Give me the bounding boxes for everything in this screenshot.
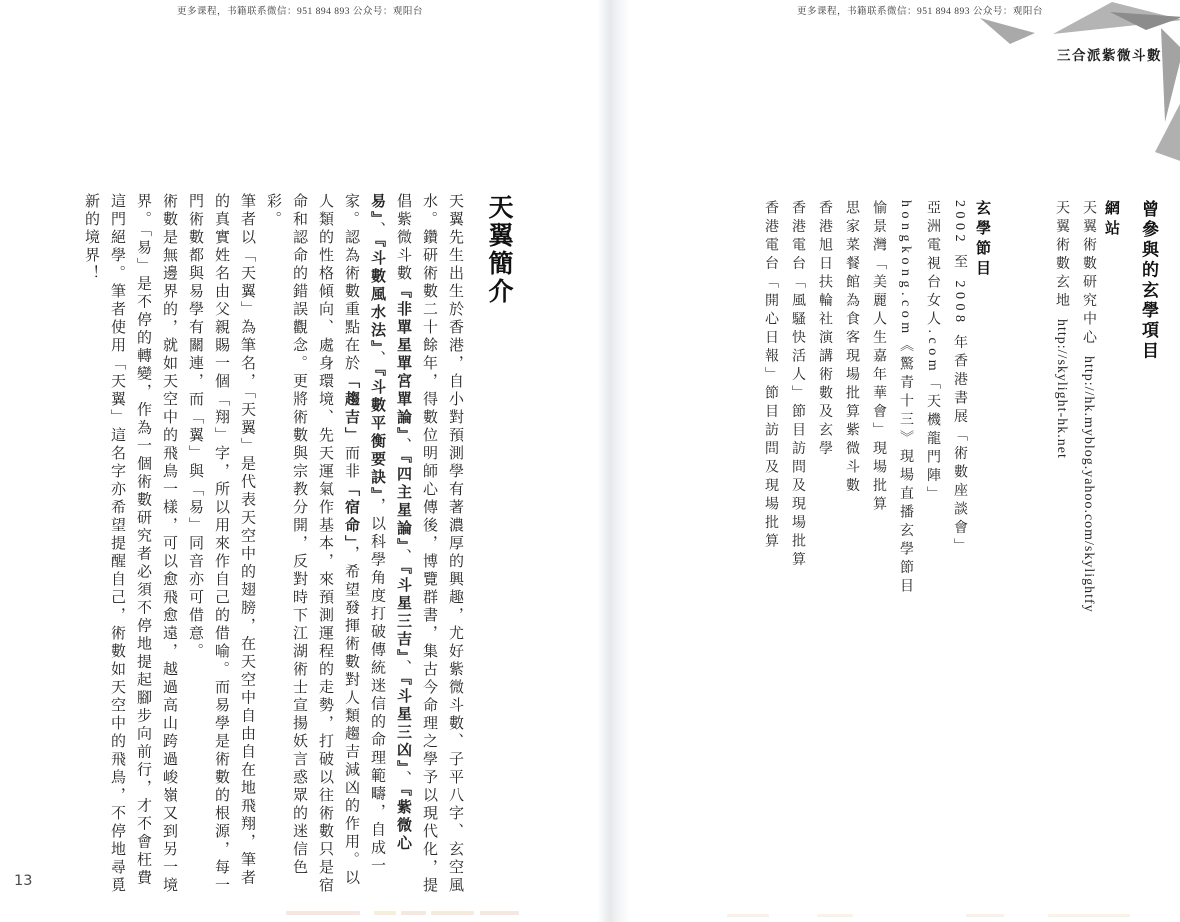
program-item: 香港旭日扶輪社演講術數及玄學 — [817, 200, 832, 459]
chapter-body — [76, 193, 468, 896]
website-label: 天翼術數研究中心 — [1081, 200, 1096, 356]
print-artifact — [966, 914, 1004, 917]
header-note-left: 更多课程，书籍联系微信：951 894 893 公众号：观阳台 — [177, 7, 423, 17]
section-title: 曾參與的玄學項目 — [1139, 200, 1158, 362]
print-artifact — [431, 911, 474, 915]
body-text-run: 、 — [395, 659, 411, 678]
print-artifact — [1048, 914, 1130, 917]
deco-triangle — [1161, 28, 1180, 122]
program-item: 亞洲電視台女人.com「天機龍門陣」 — [925, 200, 940, 505]
series-title: 三合派紫微斗數 — [1057, 48, 1162, 63]
print-artifact — [817, 914, 853, 917]
book-title-emphasis: 『斗數平衡要訣』 — [369, 368, 385, 498]
body-text-run: 、 — [369, 350, 385, 369]
book-title-emphasis: 『斗星三凶』 — [395, 677, 411, 771]
page-number: 13 — [14, 873, 33, 889]
right-page — [728, 200, 1160, 912]
program-item: 愉景灣「美麗人生嘉年華會」現場批算 — [871, 200, 886, 515]
print-artifact — [374, 911, 396, 915]
body-text-run: 而非 — [343, 445, 359, 481]
body-paragraph: 術數是無邊界的，就如天空中的飛鳥一樣，可以愈飛愈遠，越過高山跨過峻嶺又到另一境界。「易」是不停的轉變，作為一個術數研究者必須不停地提起腳步向前行，才不會枉費這門絕學。筆者使用「天翼」這名字亦希望提醒自己，術數如天空中的飛鳥，不停地尋覓新的境界！ — [83, 193, 177, 895]
chapter-title: 天翼簡介 — [485, 194, 512, 306]
book-title-emphasis: 『非單星單宮單論』 — [395, 283, 411, 438]
body-text-run: ，希望發揮術數對人類趨吉減凶的作用。以人類的性格傾向、處身環境、先天運氣作基本，來預測運程的走勢，打破以往術數只是宿命和認命的錯誤觀念。更將術數與宗教分開，反對時下江湖術士宣揚妖言惑眾的迷信色彩。 — [265, 193, 359, 895]
website-item — [1078, 200, 1098, 912]
program-item: 香港電台「開心日報」節目訪問及現場批算 — [763, 200, 778, 552]
website-url: http://skylight-hk.net — [1054, 319, 1069, 459]
print-artifact — [401, 911, 426, 915]
body-text-run: ，以科學角度打破傳統迷信的命理範疇，自成一家。認為術數重點在於 — [343, 193, 385, 876]
website-label: 天翼術數玄地 — [1054, 200, 1069, 319]
program-item: 思家菜餐館為食客現場批算紫微斗數 — [844, 200, 859, 496]
website-item — [1051, 200, 1071, 912]
program-item: hongkong.com《驚青十三》現場直播玄學節目 — [898, 200, 913, 597]
body-paragraph: 筆者以「天翼」為筆名，「天翼」是代表天空中的翅膀，在天空中自由自在地飛翔，筆者的真實姓名由父親賜一個「翔」字，所以用來作自己的借喻。而易學是術數的根源，每一門術數都與易學有關連，而「翼」與「易」同音亦可借意。 — [187, 193, 255, 895]
book-title-emphasis: 『四主星論』 — [395, 455, 411, 549]
program-item: 2002 至 2008 年香港書展「術數座談會」 — [952, 200, 967, 557]
print-artifact — [480, 911, 519, 915]
print-artifact — [727, 914, 769, 917]
book-title-emphasis: 「宿命」 — [343, 481, 359, 546]
body-text-run: 、 — [395, 437, 411, 456]
book-title-emphasis: 「趨吉」 — [343, 373, 359, 445]
body-text-run: 、 — [369, 221, 385, 240]
header-note-right: 更多课程，书籍联系微信：951 894 893 公众号：观阳台 — [797, 7, 1043, 17]
book-title-emphasis: 『紫微心易』 — [369, 193, 411, 853]
print-artifact — [286, 911, 360, 915]
program-item: 香港電台「風騷快活人」節目訪問及現場批算 — [790, 200, 805, 570]
body-text-run: 、 — [395, 548, 411, 567]
deco-triangle — [980, 18, 1035, 44]
body-text-run: 天翼先生出生於香港，自小對預測學有著濃厚的興趣，尤好紫微斗數、子平八字、玄空風水。鑽研術數二十餘年，得數位明師心傳後，博覽群書，集古今命理之學予以現代化，提倡紫微斗數 — [395, 193, 463, 895]
book-title-emphasis: 『斗數風水法』 — [369, 239, 385, 351]
subsection-heading-programs: 玄學節目 — [974, 200, 990, 280]
book-title-emphasis: 『斗星三吉』 — [395, 566, 411, 660]
body-text-run: 、 — [395, 770, 411, 789]
website-url: http://hk.myblog.yahoo.com/skylightfy — [1081, 356, 1096, 613]
body-paragraph — [260, 193, 468, 896]
page-gutter-shadow — [597, 0, 629, 922]
subsection-heading-website: 網站 — [1103, 200, 1119, 240]
